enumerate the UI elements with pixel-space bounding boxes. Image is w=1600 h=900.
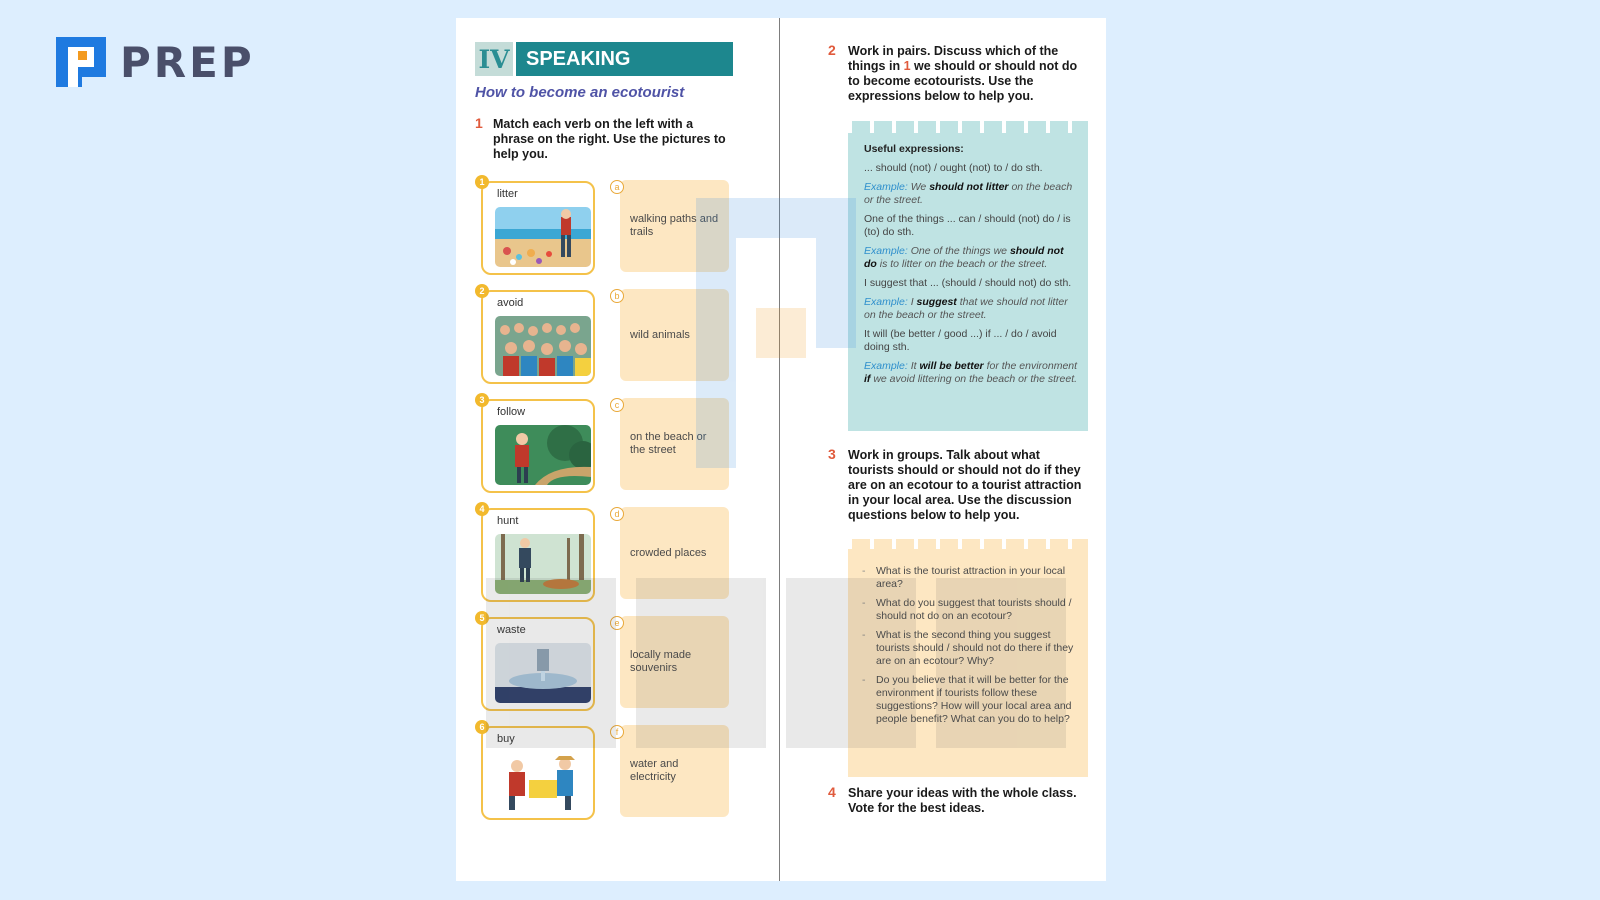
verb-label: hunt: [497, 515, 519, 527]
crowd-picture: [495, 316, 591, 376]
question-2: - What do you suggest that tourists should / should not do on an ecotour?: [862, 597, 1082, 623]
verb-card-6[interactable]: [479, 722, 595, 820]
verb-card-2[interactable]: [479, 286, 595, 384]
verb-card-1[interactable]: [479, 177, 595, 275]
question-1: - What is the tourist attraction in your local area?: [862, 565, 1082, 591]
verb-label: buy: [497, 733, 515, 745]
task2-ref: 1: [903, 59, 911, 73]
task4-instruction: Share your ideas with the whole class. Vote for the best ideas.: [848, 786, 1077, 815]
brand-name: PREP: [120, 37, 255, 87]
souvenir-shop-picture: [495, 752, 591, 812]
question-3: - What is the second thing you suggest tourists should / should not do there if they are on an ecotour? Why?: [862, 629, 1082, 668]
task2-instruction: [848, 44, 1088, 104]
phrase-text: walking paths and trails: [630, 213, 719, 238]
phrase-card-c[interactable]: [614, 398, 729, 490]
verb-card-4[interactable]: [479, 504, 595, 602]
brand-logo: [52, 33, 255, 91]
letter-badge: c: [610, 398, 624, 412]
task2-text-a: Work in pairs. Discuss which of the things in: [848, 44, 1059, 73]
phrase-text: crowded places: [630, 546, 707, 559]
phrase-card-a[interactable]: [614, 180, 729, 272]
letter-badge: f: [610, 725, 624, 739]
section-header: [475, 42, 733, 76]
phrase-card-f[interactable]: [615, 725, 729, 817]
example-1: Example: We should not litter on the beach or the street.: [864, 181, 1073, 206]
expression-4: It will (be better / good ...) if ... / do / avoid doing sth.: [864, 328, 1057, 353]
task1-number: 1: [475, 115, 483, 131]
phrase-text: locally made souvenirs: [630, 649, 692, 674]
verb-label: avoid: [497, 297, 524, 309]
expression-2: One of the things ... can / should (not) do / is (to) do sth.: [864, 213, 1071, 238]
example-2: Example: One of the things we should not do is to litter on the beach or the street.: [864, 245, 1064, 270]
phrase-text: water and electricity: [630, 758, 679, 783]
number-badge: 4: [475, 502, 489, 516]
task2-number: 2: [828, 42, 836, 58]
section-number: IV: [475, 42, 513, 76]
hiker-trail-picture: [495, 425, 591, 485]
phrase-text: wild animals: [630, 328, 690, 341]
task4-number: 4: [828, 784, 836, 800]
number-badge: 1: [475, 175, 489, 189]
expression-3: I suggest that ... (should / should not) do sth.: [864, 277, 1072, 289]
number-badge: 5: [475, 611, 489, 625]
expression-1: ... should (not) / ought (not) to / do sth.: [864, 162, 1043, 174]
discussion-questions-box: [848, 539, 1088, 777]
question-4: - Do you believe that it will be better for the environment if tourists follow these suggestions? How will your local area and people benefit? What can you do to help?: [862, 674, 1082, 726]
verb-card-5[interactable]: [479, 613, 595, 711]
useful-expressions-box: [848, 121, 1088, 431]
task3-instruction: Work in groups. Talk about what tourists should or should not do if they are on an ecotour to a tourist attraction in your local area. Use the discussion questions below to help you.: [848, 448, 1082, 522]
letter-badge: d: [610, 507, 624, 521]
task3-number: 3: [828, 446, 836, 462]
hunter-picture: [495, 534, 591, 594]
verb-label: follow: [497, 406, 526, 418]
section-subtitle: How to become an ecotourist: [475, 84, 685, 101]
task1-instruction: Match each verb on the left with a phrase on the right. Use the pictures to help you.: [493, 117, 726, 161]
example-4: Example: It will be better for the environment if we avoid littering on the beach or the street.: [864, 360, 1078, 385]
task2-text-b: we should or should not do to become ecotourists. Use the expressions below to help you.: [848, 59, 1078, 103]
verb-card-3[interactable]: [479, 395, 595, 493]
letter-badge: e: [610, 616, 624, 630]
verb-label: litter: [497, 188, 518, 200]
phrase-card-d[interactable]: [614, 507, 729, 599]
prep-logo-icon: [52, 33, 110, 91]
water-tap-picture: [495, 643, 591, 703]
verb-label: waste: [497, 624, 526, 636]
page-divider: [779, 18, 780, 881]
phrase-card-b[interactable]: [614, 289, 729, 381]
book-page: [456, 18, 1106, 881]
letter-badge: b: [610, 289, 624, 303]
section-title: SPEAKING: [516, 42, 733, 76]
number-badge: 3: [475, 393, 489, 407]
letter-badge: a: [610, 180, 624, 194]
expressions-heading: Useful expressions:: [864, 143, 964, 155]
number-badge: 2: [475, 284, 489, 298]
example-3: Example: I suggest that we should not litter on the beach or the street.: [864, 296, 1068, 321]
beach-litter-picture: [495, 207, 591, 267]
phrase-card-e[interactable]: [614, 616, 729, 708]
phrase-text: on the beach or the street: [630, 431, 707, 456]
number-badge: 6: [475, 720, 489, 734]
